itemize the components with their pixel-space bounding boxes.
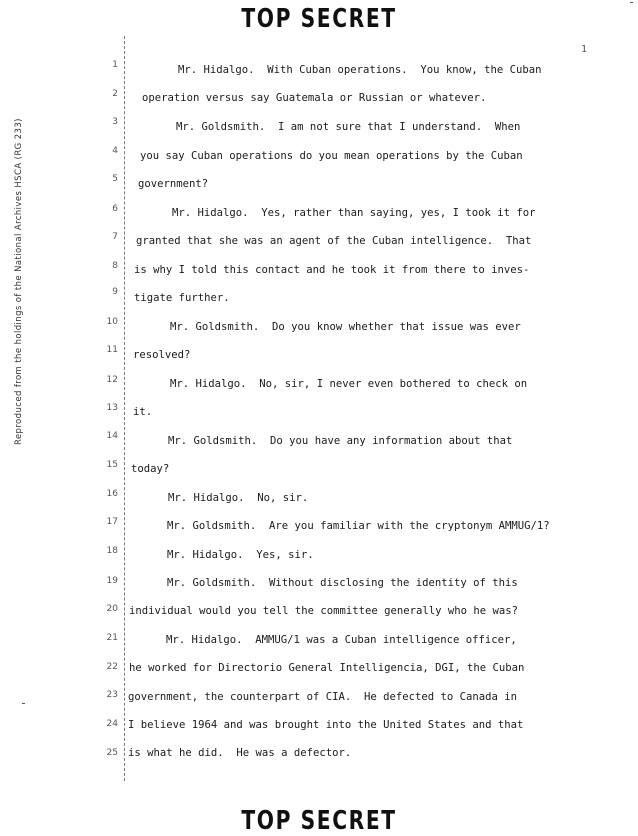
transcript-line: you say Cuban operations do you mean operations by the Cuban: [140, 150, 523, 162]
line-number: 25: [106, 748, 118, 758]
line-number: 5: [112, 174, 118, 184]
line-number: 16: [106, 489, 118, 499]
line-number: 13: [106, 403, 118, 413]
scan-speck: [22, 703, 25, 704]
line-number: 7: [112, 232, 118, 242]
transcript-line: Mr. Goldsmith. Without disclosing the identity of this: [167, 577, 518, 589]
line-number: 12: [106, 375, 118, 385]
transcript-line: Mr. Hidalgo. No, sir, I never even bothered to check on: [170, 378, 528, 390]
line-number: 19: [106, 576, 118, 586]
transcript-line: granted that she was an agent of the Cuban intelligence. That: [136, 235, 532, 247]
transcript-line: it.: [133, 406, 153, 418]
transcript-line: Mr. Goldsmith. Do you know whether that issue was ever: [170, 321, 521, 333]
line-number: 11: [106, 345, 118, 355]
transcript-line: resolved?: [133, 349, 191, 361]
transcript-line: Mr. Hidalgo. No, sir.: [168, 492, 309, 504]
line-number: 10: [106, 317, 118, 327]
transcript-line: he worked for Directorio General Intelligencia, DGI, the Cuban: [129, 662, 525, 674]
transcript-line: today?: [131, 463, 170, 475]
line-number: 18: [106, 546, 118, 556]
transcript-line: Mr. Hidalgo. AMMUG/1 was a Cuban intelligence officer,: [166, 634, 517, 646]
transcript-line: is why I told this contact and he took it from there to inves-: [134, 264, 530, 276]
bottom-classification-stamp: TOP SECRET: [241, 806, 397, 836]
transcript-line: Mr. Goldsmith. Do you have any information about that: [168, 435, 513, 447]
transcript-line: Mr. Hidalgo. With Cuban operations. You know, the Cuban: [178, 64, 542, 76]
transcript-line: operation versus say Guatemala or Russian or whatever.: [142, 92, 487, 104]
transcript-line: is what he did. He was a defector.: [128, 747, 352, 759]
transcript-line: Mr. Hidalgo. Yes, sir.: [167, 549, 314, 561]
transcript-line: government?: [138, 178, 209, 190]
line-number: 23: [106, 690, 118, 700]
transcript-line: individual would you tell the committee generally who he was?: [129, 605, 519, 617]
transcript-line: Mr. Hidalgo. Yes, rather than saying, yes, I took it for: [172, 207, 536, 219]
line-number: 17: [106, 517, 118, 527]
transcript-line: tigate further.: [134, 292, 230, 304]
line-number: 9: [112, 287, 118, 297]
top-classification-stamp: TOP SECRET: [241, 4, 397, 34]
transcript-line: I believe 1964 and was brought into the United States and that: [128, 719, 524, 731]
line-number: 3: [112, 117, 118, 127]
line-number: 6: [112, 204, 118, 214]
line-number: 22: [106, 662, 118, 672]
line-number: 8: [112, 261, 118, 271]
scan-speck: [630, 2, 633, 3]
line-number: 14: [106, 431, 118, 441]
transcript-line: Mr. Goldsmith. I am not sure that I understand. When: [176, 121, 521, 133]
line-number: 21: [106, 633, 118, 643]
line-number: 4: [112, 146, 118, 156]
line-number: 1: [112, 60, 118, 70]
archive-reproduction-note: Reproduced from the holdings of the National Archives HSCA (RG 233): [14, 118, 24, 445]
line-number: 20: [106, 604, 118, 614]
page-mark: 1: [581, 44, 588, 55]
transcript-line: government, the counterpart of CIA. He defected to Canada in: [128, 691, 518, 703]
line-number: 2: [112, 89, 118, 99]
transcript-line: Mr. Goldsmith. Are you familiar with the cryptonym AMMUG/1?: [167, 520, 550, 532]
line-number: 15: [106, 460, 118, 470]
left-margin-rule: [124, 36, 126, 781]
line-number: 24: [106, 719, 118, 729]
